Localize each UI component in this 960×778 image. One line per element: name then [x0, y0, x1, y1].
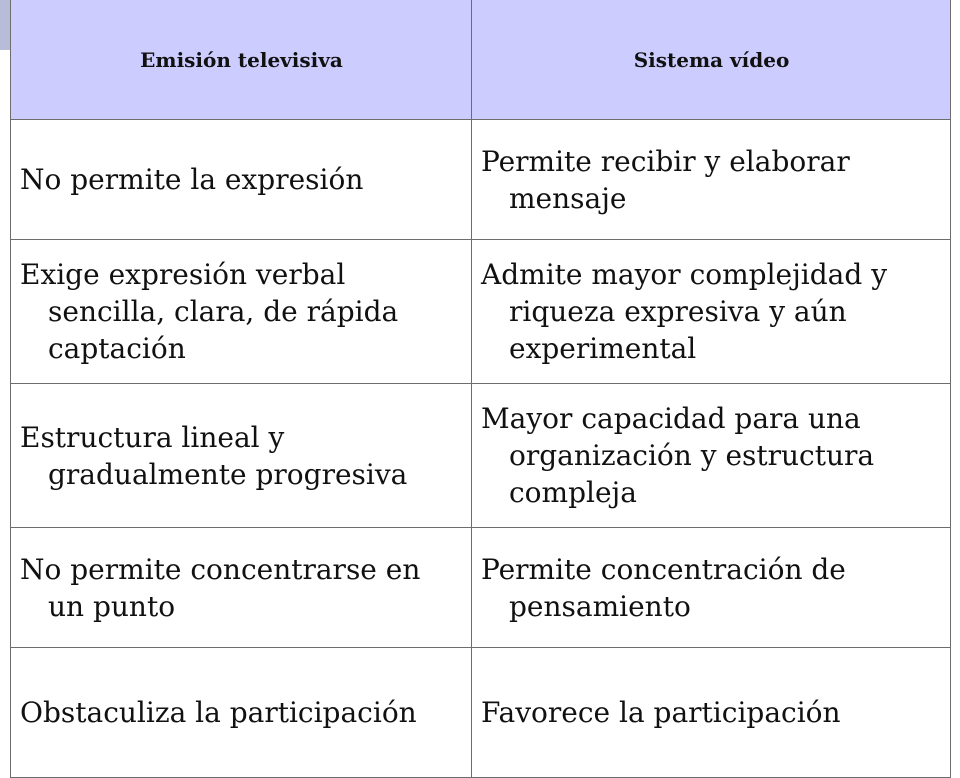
- table-cell: [11, 384, 472, 528]
- table-cell: [11, 240, 472, 384]
- table-cell: [472, 528, 951, 648]
- cell-text: No permite concentrarse en un punto: [20, 552, 421, 623]
- header-sistema-video: Sistema vídeo: [472, 0, 951, 120]
- cell-text: No permite la expresión: [20, 163, 364, 196]
- table-cell: [472, 120, 951, 240]
- table-cell: [472, 648, 951, 778]
- cell-text: Mayor capacidad para una organización y estructura compleja: [481, 402, 875, 509]
- cell-text: Permite recibir y elaborar mensaje: [481, 144, 850, 215]
- cell-text: Permite concentración de pensamiento: [481, 552, 846, 623]
- table-cell: [472, 384, 951, 528]
- table-row: [11, 240, 951, 384]
- cell-text: Admite mayor complejidad y riqueza expresiva y aún experimental: [481, 258, 888, 365]
- cell-text: Estructura lineal y gradualmente progresiva: [20, 420, 408, 491]
- table-row: [11, 528, 951, 648]
- header-emision-televisiva: Emisión televisiva: [11, 0, 472, 120]
- table-cell: [11, 528, 472, 648]
- table-cell: [11, 648, 472, 778]
- table-cell: [472, 240, 951, 384]
- table-row: [11, 120, 951, 240]
- cell-text: Favorece la participación: [481, 696, 841, 729]
- table-cell: [11, 120, 472, 240]
- table-row: [11, 384, 951, 528]
- table-row: [11, 648, 951, 778]
- cell-text: Obstaculiza la participación: [20, 696, 417, 729]
- table-header-row: [11, 0, 951, 120]
- comparison-table: [10, 0, 951, 778]
- cell-text: Exige expresión verbal sencilla, clara, de rápida captación: [20, 258, 399, 365]
